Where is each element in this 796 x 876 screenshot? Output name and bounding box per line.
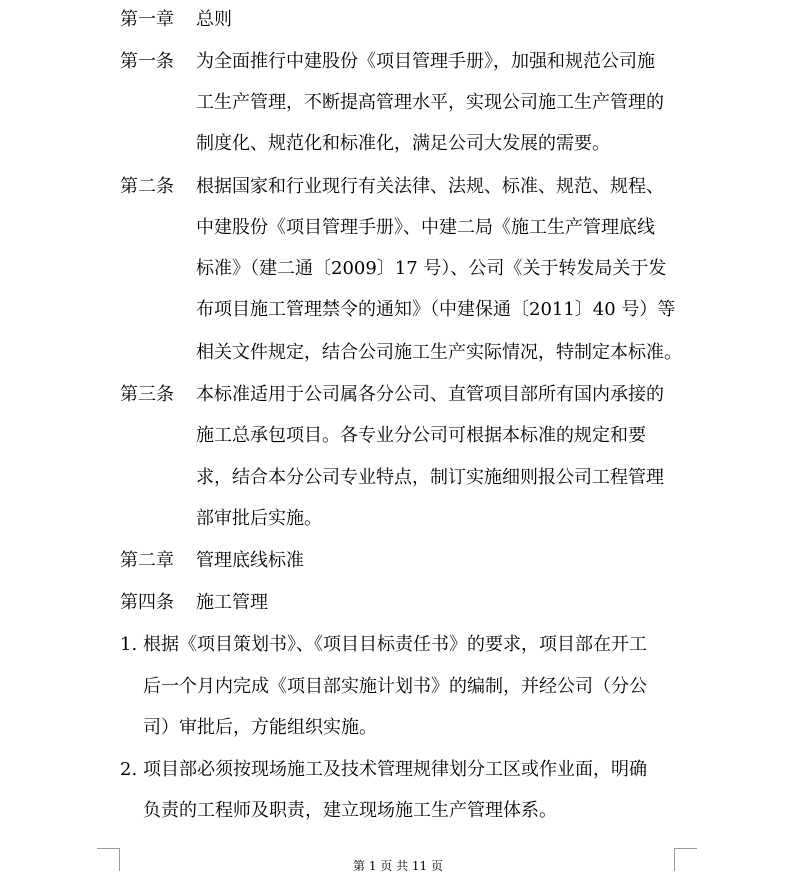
article-text-line: 制度化、规范化和标准化，满足公司大发展的需要。: [196, 133, 610, 154]
chapter-title: 管理底线标准: [196, 550, 304, 571]
chapter-title: 总则: [196, 9, 232, 30]
article-text-line: 工生产管理，不断提高管理水平，实现公司施工生产管理的: [196, 92, 664, 113]
list-item-text-line: 后一个月内完成《项目部实施计划书》的编制，并经公司（分公: [143, 676, 647, 697]
article-text-line: 为全面推行中建股份《项目管理手册》，加强和规范公司施: [196, 51, 655, 72]
article-text-line: 本标准适用于公司属各分公司、直管项目部所有国内承接的: [196, 384, 664, 405]
article-title: 施工管理: [196, 592, 268, 613]
list-item-number: 1.: [120, 634, 138, 655]
article-text-line: 求，结合本分公司专业特点，制订实施细则报公司工程管理: [196, 467, 664, 488]
page-number-footer: 第 1 页 共 11 页: [353, 859, 443, 873]
article-label: 第二条: [120, 176, 174, 197]
article-text-line: 根据国家和行业现行有关法律、法规、标准、规范、规程、: [196, 176, 664, 197]
article-text-line: 布项目施工管理禁令的通知》（中建保通〔2011〕40 号）等: [196, 299, 676, 320]
article-text-line: 施工总承包项目。各专业分公司可根据本标准的规定和要: [196, 425, 646, 446]
chapter-number: 第二章: [120, 550, 174, 571]
article-text-line: 中建股份《项目管理手册》、中建二局《施工生产管理底线: [196, 217, 655, 238]
article-text-line: 部审批后实施。: [196, 508, 322, 529]
list-item-number: 2.: [120, 759, 138, 780]
article-text-line: 标准》（建二通〔2009〕17 号）、公司《关于转发局关于发: [196, 258, 667, 279]
article-label: 第四条: [120, 592, 174, 613]
list-item-text-line: 司）审批后，方能组织实施。: [143, 717, 377, 738]
list-item-text-line: 项目部必须按现场施工及技术管理规律划分工区或作业面，明确: [143, 759, 647, 780]
article-label: 第一条: [120, 51, 174, 72]
list-item-text-line: 根据《项目策划书》、《项目目标责任书》的要求，项目部在开工: [143, 634, 647, 655]
article-text-line: 相关文件规定，结合公司施工生产实际情况，特制定本标准。: [196, 342, 682, 363]
chapter-number: 第一章: [120, 9, 174, 30]
list-item-text-line: 负责的工程师及职责，建立现场施工生产管理体系。: [143, 800, 557, 821]
article-label: 第三条: [120, 384, 174, 405]
